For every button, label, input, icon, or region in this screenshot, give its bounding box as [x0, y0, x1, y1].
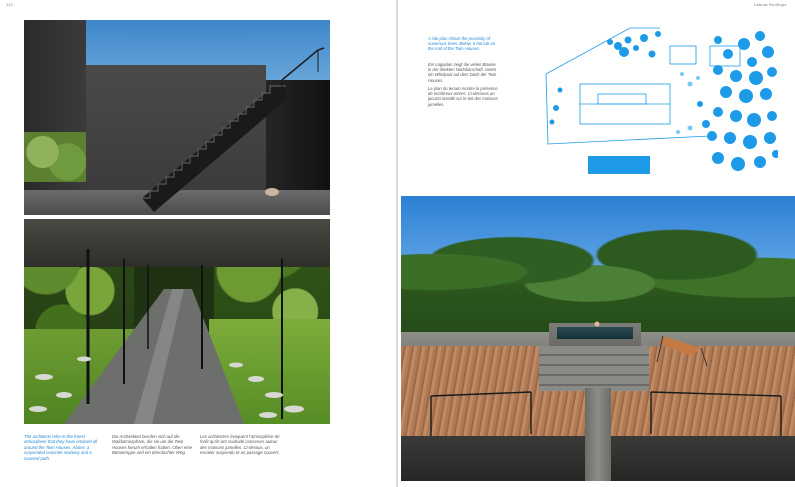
caption-left-de: Die Architekten berufen sich auf die Waldatmosphäre, die sie um die Twin Houses herum erhalten haben. Oben eine Betontreppe und ein überdachter Weg. — [112, 434, 193, 456]
left-page — [0, 0, 397, 487]
photo-rooftop-details — [401, 196, 795, 481]
site-plan — [540, 24, 778, 184]
caption-right-fr: Le plan du terrain montre la présence de nombreux arbres. Ci-dessous un jacuzzi installé sur le toit des maisons jumelles. — [428, 86, 498, 107]
folio-right: Lateral Rooftops — [754, 2, 787, 7]
photo-walkway-path — [24, 219, 330, 424]
photo-rooftop-hot-tub — [401, 196, 795, 481]
photo-stairway — [24, 20, 330, 215]
caption-left-en: The architects refer to the forest atmosphere that they have retained all around the Twin Houses. Above, a suspended concrete stairway and a covered path. — [24, 434, 98, 461]
site-plan-drawing — [540, 24, 778, 184]
photo-stairway-stairs — [24, 20, 330, 215]
caption-left-fr: Les architectes évoquent l’atmosphère de forêt qu’ils ont souhaité conserver autour des maisons jumelles. Ci-dessus, un escalier suspendu et un passage couvert. — [200, 434, 280, 456]
caption-right-en: A site plan shows the proximity of numerous trees. Below, a hot tub on the roof of the Twin Houses. — [428, 36, 496, 52]
caption-right-de: Ein Lageplan zeigt die vielen Bäume in der direkten Nachbarschaft. Unten ein Whirlpool auf dem Dach der Twin Houses. — [428, 62, 497, 83]
photo-covered-walkway — [24, 219, 330, 424]
folio-left: 112 — [6, 2, 13, 7]
